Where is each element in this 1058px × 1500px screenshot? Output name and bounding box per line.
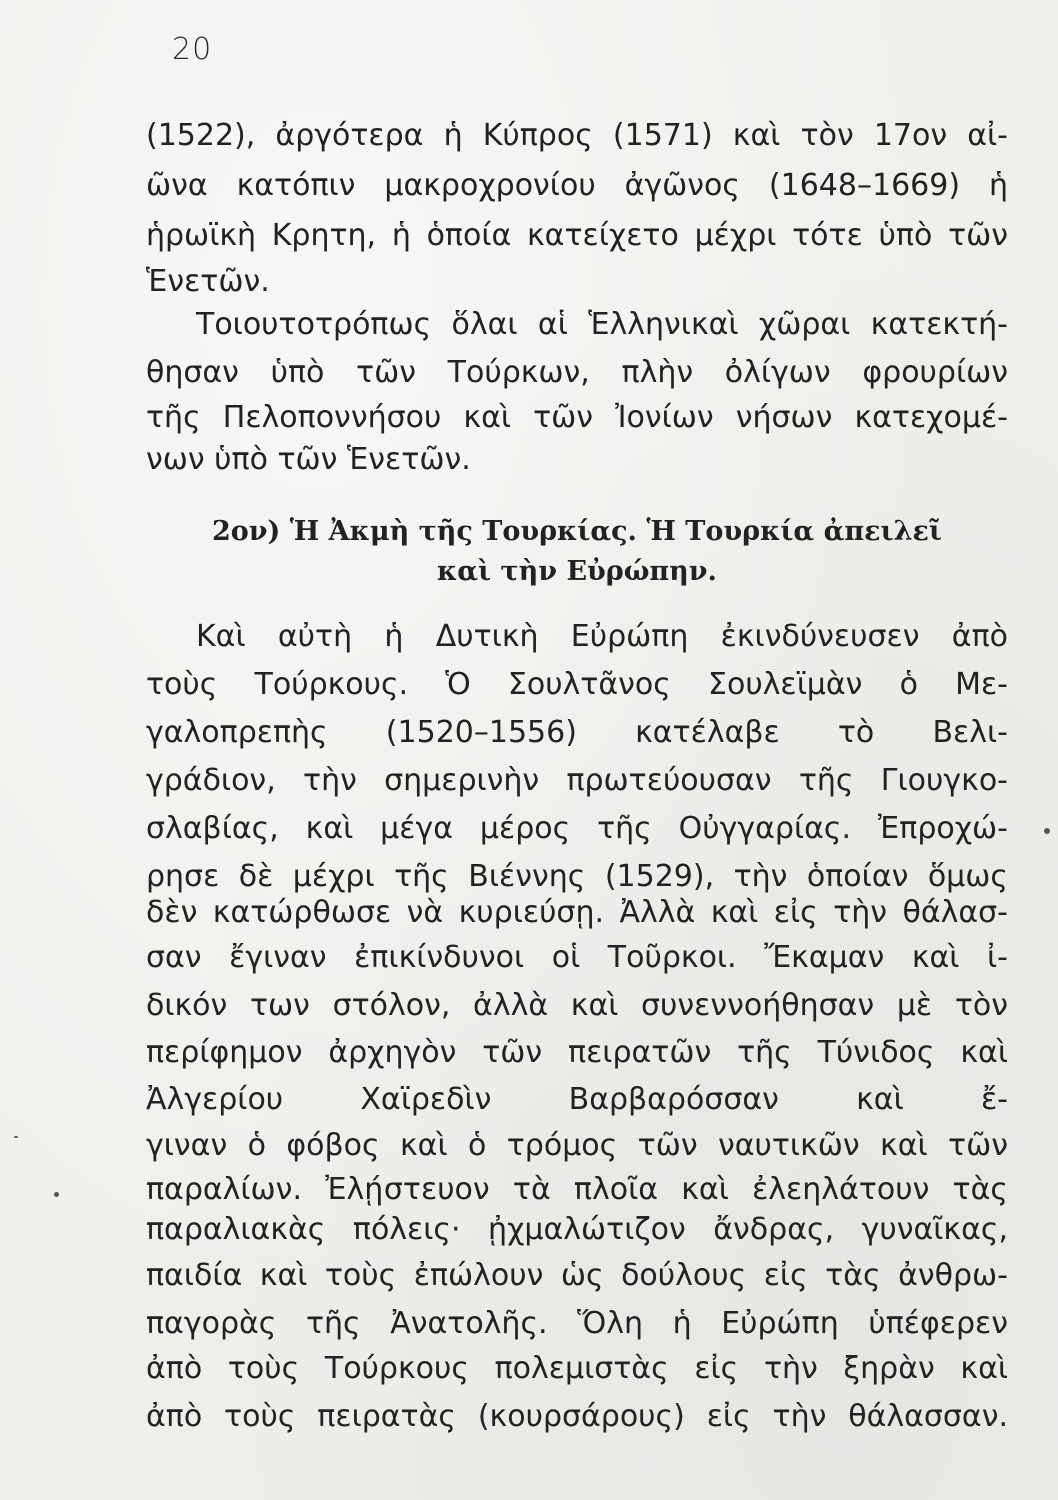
scan-speck (1044, 828, 1050, 834)
paragraph-1-line-2: ῶνα κατόπιν μακροχρονίου ἀγῶνος (1648–1669) ἡ (146, 168, 1008, 203)
paragraph-3-line-2: τοὺς Τούρκους. Ὁ Σουλτᾶνος Σουλεϊμὰν ὁ Με- (146, 667, 1008, 702)
paragraph-1-line-4: Ἑνετῶν. (146, 264, 270, 299)
paragraph-1-line-3: ἡρωϊκὴ Κρητη, ἡ ὁποία κατείχετο μέχρι τότε ὑπὸ τῶν (146, 218, 1008, 253)
paragraph-1-line-1: (1522), ἀργότερα ἡ Κύπρος (1571) καὶ τὸν 17ον αἰ- (146, 118, 1008, 153)
paragraph-3-line-13: παραλίων. Ἐλῄστευον τὰ πλοῖα καὶ ἐλεηλάτουν τὰς (146, 1172, 1008, 1207)
page-number: 20 (172, 32, 213, 67)
paragraph-3-line-8: σαν ἔγιναν ἐπικίνδυνοι οἱ Τοῦρκοι. Ἔκαμαν καὶ ἰ- (146, 940, 1008, 975)
scan-speck (14, 1136, 18, 1138)
paragraph-3-line-18: ἀπὸ τοὺς πειρατὰς (κουρσάρους) εἰς τὴν θάλασσαν. (146, 1399, 1008, 1434)
paragraph-3-line-3: γαλοπρεπὴς (1520–1556) κατέλαβε τὸ Βελι- (146, 715, 1008, 750)
paragraph-3-line-14: παραλιακὰς πόλεις· ᾐχμαλώτιζον ἄνδρας, γυναῖκας, (146, 1212, 1008, 1247)
paragraph-3-line-6: ρησε δὲ μέχρι τῆς Βιέννης (1529), τὴν ὁποίαν ὅμως (146, 859, 1008, 894)
paragraph-2-line-2: θησαν ὑπὸ τῶν Τούρκων, πλὴν ὀλίγων φρουρίων (146, 355, 1008, 390)
paragraph-3-line-4: γράδιον, τὴν σημερινὴν πρωτεύουσαν τῆς Γιουγκο- (146, 763, 1008, 798)
paragraph-2-line-3: τῆς Πελοποννήσου καὶ τῶν Ἰονίων νήσων κατεχομέ- (146, 400, 1008, 435)
paragraph-3-line-11: Ἀλγερίου Χαϊρεδὶν Βαρβαρόσσαν καὶ ἔ- (146, 1082, 1008, 1117)
paragraph-3-line-16: παγορὰς τῆς Ἀνατολῆς. Ὅλη ἡ Εὐρώπη ὑπέφερεν (146, 1306, 1008, 1341)
paragraph-3-line-12: γιναν ὁ φόβος καὶ ὁ τρόμος τῶν ναυτικῶν καὶ τῶν (146, 1128, 1008, 1163)
section-heading-line-2: καὶ τὴν Εὐρώπην. (437, 556, 717, 587)
paragraph-3-line-9: δικόν των στόλον, ἀλλὰ καὶ συνεννοήθησαν μὲ τὸν (146, 988, 1008, 1023)
section-heading-line-1: 2ον) Ἡ Ἀκμὴ τῆς Τουρκίας. Ἡ Τουρκία ἀπειλεῖ (211, 516, 942, 547)
paragraph-3-line-1: Καὶ αὐτὴ ἡ Δυτικὴ Εὐρώπη ἐκινδύνευσεν ἀπὸ (196, 619, 1008, 654)
paragraph-3-line-15: παιδία καὶ τοὺς ἐπώλουν ὡς δούλους εἰς τὰς ἀνθρω- (146, 1258, 1008, 1293)
paragraph-3-line-5: σλαβίας, καὶ μέγα μέρος τῆς Οὐγγαρίας. Ἐπροχώ- (146, 811, 1008, 846)
paragraph-3-line-7: δὲν κατώρθωσε νὰ κυριεύσῃ. Ἀλλὰ καὶ εἰς τὴν θάλασ- (146, 895, 1008, 930)
paragraph-3-line-17: ἀπὸ τοὺς Τούρκους πολεμιστὰς εἰς τὴν ξηρὰν καὶ (146, 1351, 1008, 1386)
scan-speck (54, 1192, 59, 1197)
paragraph-2-line-4: νων ὑπὸ τῶν Ἑνετῶν. (146, 442, 471, 477)
paragraph-3-line-10: περίφημον ἀρχηγὸν τῶν πειρατῶν τῆς Τύνιδος καὶ (146, 1035, 1008, 1070)
paragraph-2-line-1: Τοιουτοτρόπως ὅλαι αἱ Ἑλληνικαὶ χῶραι κατεκτή- (196, 307, 1008, 342)
